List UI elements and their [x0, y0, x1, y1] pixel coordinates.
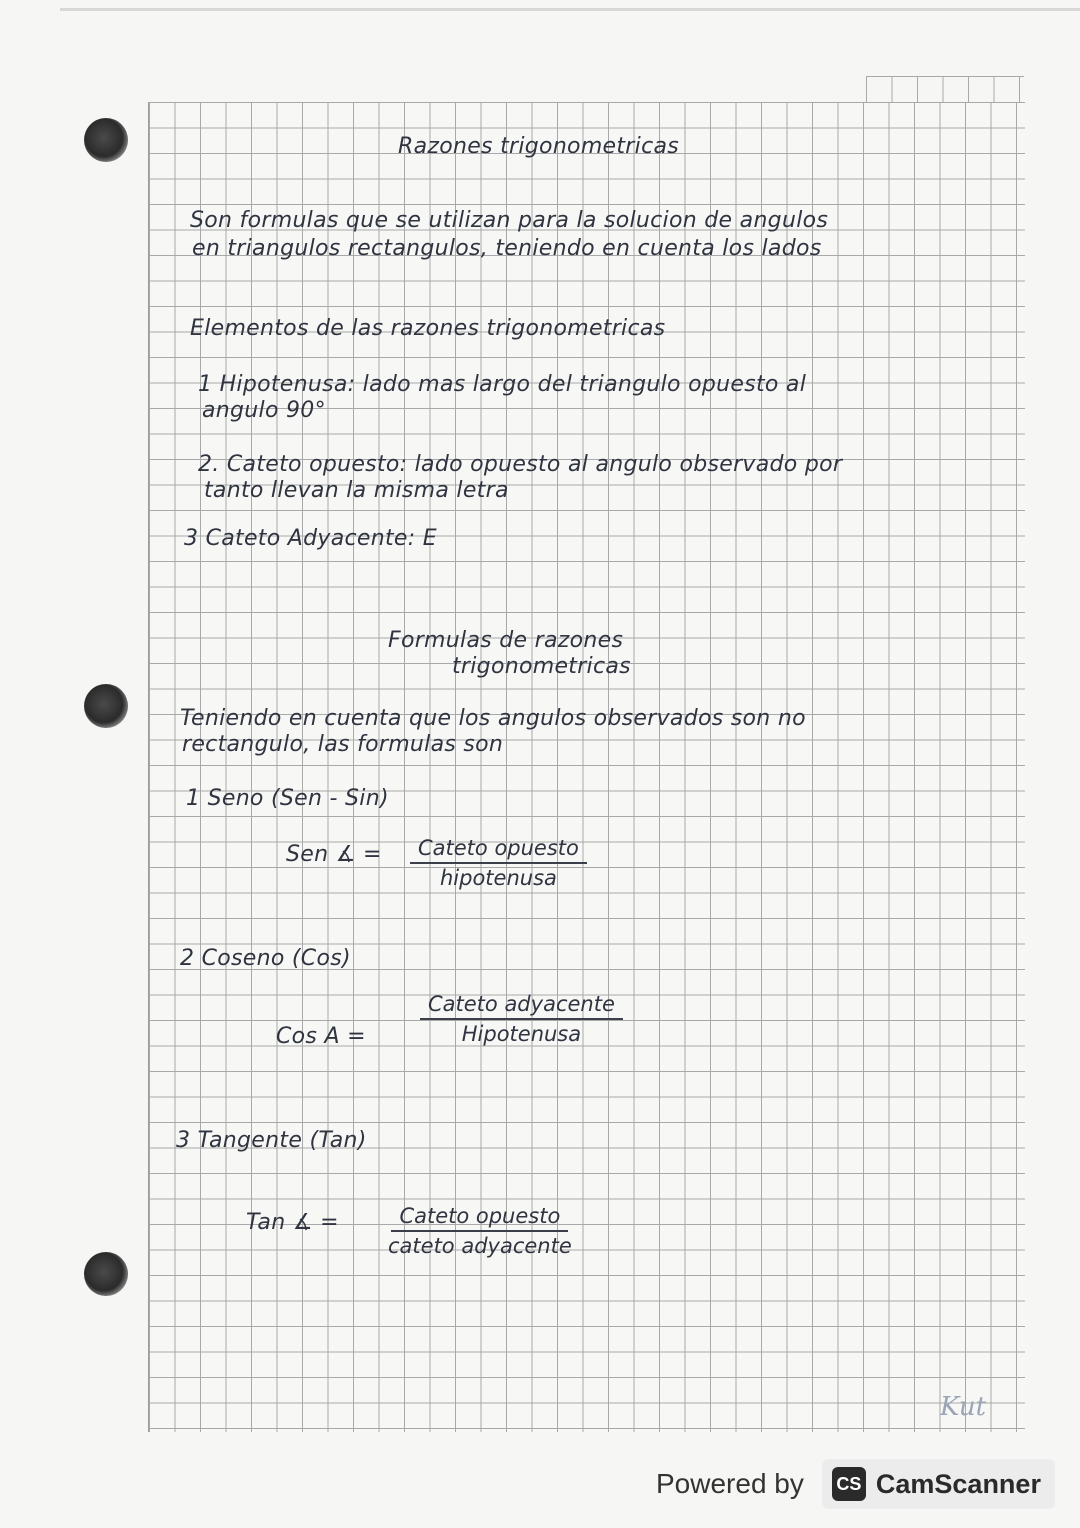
tangente-numerator: Cateto opuesto [391, 1204, 568, 1232]
intro-line-1: Son formulas que se utilizan para la solucion de angulos [190, 208, 829, 233]
tangente-fraction [388, 1204, 572, 1258]
seno-denominator: hipotenusa [439, 866, 557, 890]
camscanner-logo-icon: CS [832, 1467, 866, 1501]
tangente-denominator: cateto adyacente [388, 1234, 572, 1258]
seno-heading: 1 Seno (Sen - Sin) [186, 786, 389, 811]
element-3: 3 Cateto Adyacente: E [184, 526, 437, 551]
binder-hole [84, 1252, 128, 1296]
signature-watermark: Kut [940, 1392, 987, 1422]
camscanner-badge [822, 1459, 1055, 1509]
coseno-denominator: Hipotenusa [461, 1022, 582, 1046]
powered-by-text: Powered by [656, 1468, 804, 1499]
tangente-heading: 3 Tangente (Tan) [176, 1128, 367, 1153]
coseno-heading: 2 Coseno (Cos) [180, 946, 351, 971]
formulas-heading-line-2: trigonometricas [452, 654, 631, 679]
formulas-intro-line-1: Teniendo en cuenta que los angulos observados son no [180, 706, 806, 731]
elements-heading: Elementos de las razones trigonometricas [190, 316, 666, 341]
camscanner-brand: CamScanner [875, 1468, 1041, 1499]
element-2-line-2: tanto llevan la misma letra [204, 478, 509, 503]
formulas-heading-line-1: Formulas de razones [388, 628, 624, 653]
intro-line-2: en triangulos rectangulos, teniendo en cuenta los lados [192, 236, 822, 261]
element-1-line-2: angulo 90° [202, 398, 326, 423]
seno-lhs: Sen ∡ = [286, 842, 382, 867]
binder-hole [84, 118, 128, 162]
grid-tab [866, 76, 1024, 105]
coseno-lhs: Cos A = [276, 1024, 366, 1049]
note-title: Razones trigonometricas [398, 134, 680, 159]
tangente-lhs: Tan ∡ = [246, 1210, 339, 1235]
element-2-line-1: 2. Cateto opuesto: lado opuesto al angulo observado por [198, 452, 843, 477]
seno-fraction [410, 836, 587, 890]
binder-hole [84, 684, 128, 728]
formulas-intro-line-2: rectangulo, las formulas son [182, 732, 504, 757]
coseno-numerator: Cateto adyacente [420, 992, 623, 1020]
coseno-fraction [420, 992, 623, 1046]
camscanner-footer [656, 1456, 1056, 1512]
top-rule [60, 8, 1080, 11]
seno-numerator: Cateto opuesto [410, 836, 587, 864]
element-1-line-1: 1 Hipotenusa: lado mas largo del triangulo opuesto al [198, 372, 807, 397]
